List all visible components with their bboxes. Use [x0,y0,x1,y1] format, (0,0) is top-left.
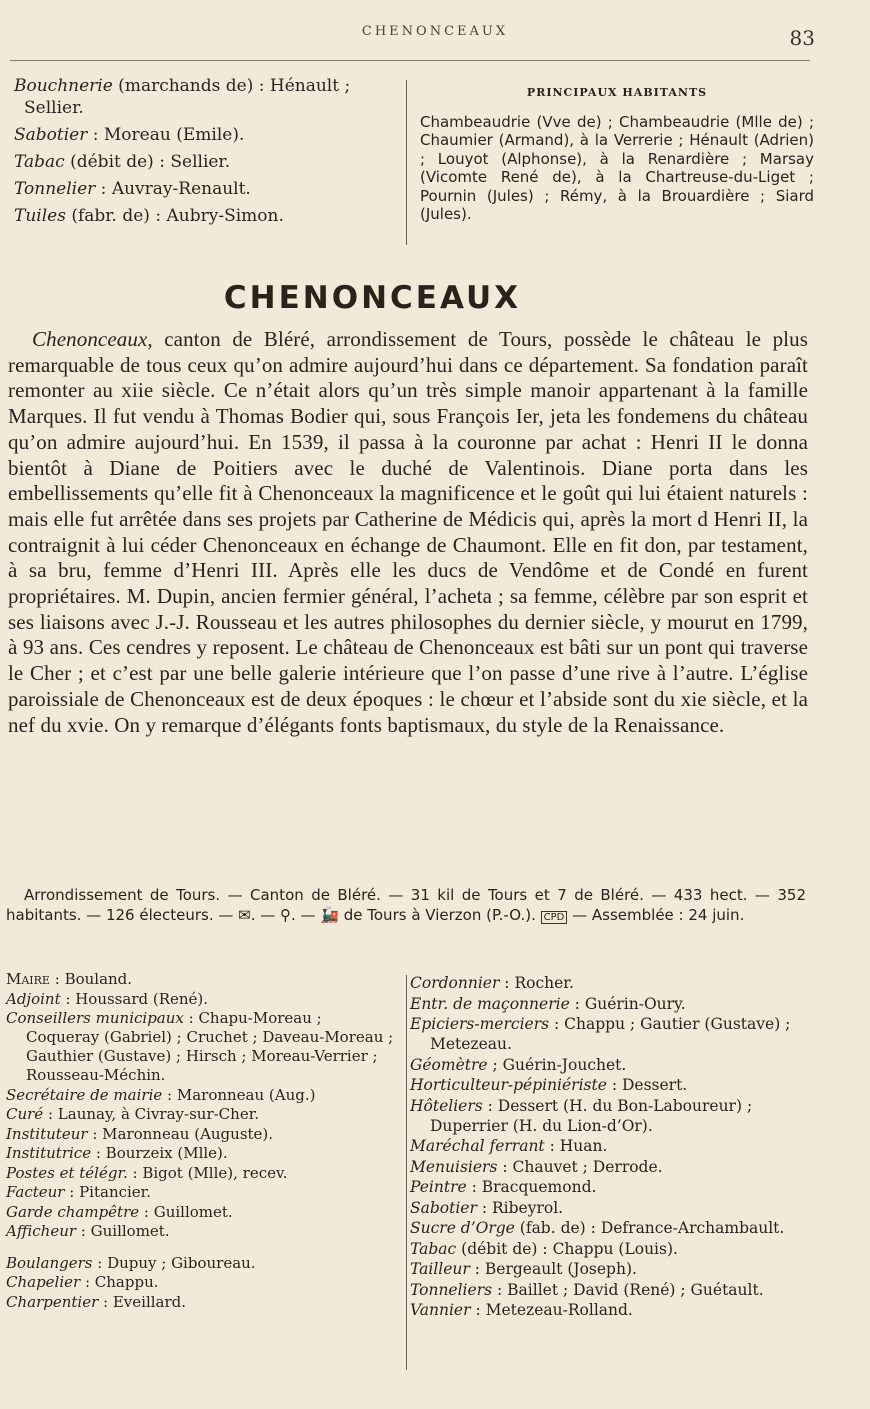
profession: Tonneliers [410,1280,493,1299]
names: Chappu ; Gautier (Gustave) ; Metezeau. [430,1015,791,1053]
qualifier: (fab. de) : [514,1219,596,1237]
qualifier: : [476,1198,488,1217]
profession: Hôteliers [410,1096,483,1115]
directory-entry [6,1203,394,1222]
column-divider-bottom [406,975,407,1370]
qualifier: (débit de) : [64,152,165,172]
qualifier: : [87,125,99,145]
names: Launay, à Civray-sur-Cher. [53,1105,259,1123]
qualifier: : [76,1222,86,1240]
names: Guérin-Jouchet. [497,1055,627,1074]
officials-directory [6,970,394,1312]
names: Bourzeix (Mlle). [100,1144,228,1162]
profession: Sucre d’Orge [410,1219,515,1237]
names: Maronneau (Auguste). [97,1124,274,1143]
directory-entry [6,1293,394,1312]
directory-entry [410,1300,804,1320]
directory-entry [410,1198,804,1218]
names: Huan. [554,1137,608,1155]
profession: Boulangers [6,1253,93,1272]
profession: Instituteur [6,1124,88,1143]
qualifier: : [162,1085,173,1104]
qualifier: (fabr. de) : [65,206,162,226]
header-rule [10,60,810,61]
column-divider-top [406,80,407,245]
qualifier: : [91,1144,101,1162]
qualifier: : [492,1280,503,1299]
history-lead: Chenonceaux [32,327,148,351]
profession: Postes et télégr. [6,1163,128,1182]
profession: Tonnelier [14,179,96,199]
directory-entry [410,1157,804,1177]
qualifier: : [98,1292,109,1311]
profession: Afficheur [6,1222,77,1240]
qualifier: : [49,970,60,988]
qualifier: : [470,1301,481,1319]
names: Bergeault (Joseph). [479,1260,637,1278]
qualifier: : [497,1157,508,1176]
names: Dessert. [617,1076,688,1094]
principal-inhabitants-heading: PRINCIPAUX HABITANTS [526,86,708,99]
names: Eveillard. [108,1292,187,1311]
names: Hénault ; Sellier. [24,76,351,118]
names: Rocher. [509,974,574,992]
qualifier: : [92,1253,103,1272]
directory-entry [6,1009,394,1085]
profession: Secrétaire de mairie [6,1085,163,1104]
qualifier: : [549,1015,560,1033]
qualifier: : [64,1183,75,1201]
names: Dessert (H. du Bon-Laboureur) ; Duperrier (H. du Lion-d’Or). [430,1096,753,1135]
page-title: CHENONCEAUX [223,280,522,316]
profession: Vannier [410,1301,471,1319]
principal-inhabitants-text: Chambeaudrie (Vve de) ; Chambeaudrie (Mlle de) ; Chaumier (Armand), à la Verrerie ; Hénault (Adrien) ; Louyot (Alphonse), à la Renardière ; Marsay (Vicomte René de), à la Chartreuse-du-Liget ; Pournin (Jules) ; Rémy, à la Brouardière ; Siard (Jules). [420,112,814,223]
names: Sellier. [164,152,231,172]
profession: Sabotier [14,125,88,145]
qualifier: : [499,974,510,992]
directory-entry [6,1086,394,1105]
qualifier: : [127,1163,138,1182]
directory-entry [14,151,399,173]
directory-entry [410,1259,804,1279]
names: Dupuy ; Giboureau. [102,1253,256,1272]
qualifier: : [183,1009,194,1027]
profession: Garde champêtre [6,1202,140,1221]
directory-entry [6,1164,394,1183]
profession: Tuiles [14,206,66,226]
qualifier: : [139,1202,149,1221]
qualifier: : [43,1105,54,1123]
profession: Maréchal ferrant [410,1137,545,1155]
names: Chauvet ; Derrode. [507,1157,663,1176]
directory-entry [6,970,394,989]
profession: Charpentier [6,1292,99,1311]
profession: Cordonnier [410,974,500,992]
names: Chapu-Moreau ; Coqueray (Gabriel) ; Cruchet ; Daveau-Moreau ; Gauthier (Gustave) ; Hirsch ; Moreau-Verrier ; Rousseau-Méchin. [26,1009,394,1084]
page-number: 83 [789,26,815,50]
assembly-text: — Assemblée : 24 juin. [572,906,745,924]
profession: Conseillers municipaux [6,1009,184,1027]
qualifier: : [466,1178,477,1196]
directory-entry [410,1136,804,1156]
principal-inhabitants [420,84,814,224]
directory-entry [6,990,394,1009]
directory-entry [14,75,399,119]
qualifier: : [87,1124,98,1143]
trades-directory [410,973,804,1321]
names: Aubry-Simon. [161,206,284,226]
statistics-text: Arrondissement de Tours. — Canton de Bléré. — 31 kil de Tours et 7 de Bléré. — 433 hect. — 352 habitants. — 126 électeurs. — ✉. — ⚲. — 🚂 de Tours à Vierzon (P.-O.). [6,886,806,924]
directory-entry [6,1222,394,1241]
directory-entry [14,124,399,146]
profession: Sabotier [410,1198,477,1217]
profession: Horticulteur-pépiniériste [410,1076,607,1094]
directory-entry [410,994,804,1014]
profession: Institutrice [6,1144,92,1162]
names: Bracquemond. [476,1178,597,1196]
profession: Entr. de maçonnerie [410,994,570,1013]
names: Pitancier. [74,1183,151,1201]
history-paragraph [8,327,808,738]
directory-entry [410,1055,804,1075]
directory-entry [6,1254,394,1273]
directory-entry [6,1183,394,1202]
profession: Facteur [6,1183,65,1201]
names: Moreau (Emile). [98,125,245,145]
directory-entry [6,1125,394,1144]
qualifier: ; [487,1055,498,1074]
directory-entry [6,1144,394,1163]
commune-statistics [6,885,806,928]
names: Auvray-Renault. [106,179,251,199]
directory-entry [410,1218,804,1238]
profession: Peintre [410,1178,467,1196]
names: Bouland. [59,970,133,988]
qualifier: : [60,989,71,1008]
names: Guillomet. [85,1222,170,1240]
profession: Curé [6,1105,44,1123]
qualifier: : [569,994,580,1013]
directory-entry [410,1096,804,1136]
profession: Maire [6,970,50,988]
directory-entry [6,1273,394,1292]
profession: Epiciers-merciers [410,1015,550,1033]
directory-entry [410,973,804,993]
names: Guillomet. [148,1202,233,1221]
names: Metezeau-Rolland. [480,1301,633,1319]
qualifier: : [606,1076,618,1094]
directory-entry [410,1280,804,1300]
profession: Tabac [14,152,65,172]
cpd-mark: CPD [541,911,568,924]
section-gap [6,1242,394,1254]
directory-entry [14,178,399,200]
qualifier: : [80,1273,91,1291]
profession: Bouchnerie [14,76,113,96]
names: Baillet ; David (René) ; Guétault. [502,1280,764,1299]
qualifier: : [95,179,107,199]
directory-entry [410,1014,804,1054]
names: Chappu (Louis). [547,1239,678,1258]
profession: Géomètre [410,1055,488,1074]
names: Guérin-Oury. [579,994,686,1013]
qualifier: : [544,1137,555,1155]
names: Houssard (René). [70,989,209,1008]
directory-entry [410,1075,804,1095]
qualifier: (marchands de) : [112,76,265,96]
profession: Chapelier [6,1273,81,1291]
names: Chappu. [90,1273,159,1291]
directory-entry [410,1177,804,1197]
top-left-directory [14,75,399,232]
qualifier: (débit de) : [456,1239,548,1258]
profession: Tabac [410,1239,457,1258]
directory-entry [410,1239,804,1259]
running-title: CHENONCEAUX [361,24,509,39]
profession: Adjoint [6,989,61,1008]
directory-entry [14,205,399,227]
names: Bigot (Mlle), recev. [137,1163,288,1182]
names: Maronneau (Aug.) [172,1085,316,1104]
history-text: , canton de Bléré, arrondissement de Tours, possède le château le plus remarquable de tous ceux qu’on admire aujourd’hui dans ce département. Sa fondation paraît remonter au xiie siècle. Ce n’était alors qu’un très simple manoir appartenant à la famille Marques. Il fut vendu à Thomas Bodier qui, sous François Ier, jeta les fondemens du château qu’on admire aujourd’hui. En 1539, il passa à la couronne par achat : Henri II le donna bientôt à Diane de Poitiers avec le duché de Valentinois. Diane porta dans les embellissements qu’elle fit à Chenonceaux la magnificence et le goût qui lui étaient naturels : mais elle fut arrêtée dans ses projets par Catherine de Médicis qui, après la mort d Henri II, la contraignit à lui céder Chenonceaux en échange de Chaumont. Elle en fit don, par testament, à sa bru, femme d’Henri III. Après elle les ducs de Vendôme et de Condé en furent propriétaires. M. Dupin, ancien fermier général, l’acheta ; sa femme, célèbre par son esprit et ses liaisons avec J.-J. Rousseau et les autres philosophes du dernier siècle, y mourut en 1799, à 93 ans. Ces cendres y reposent. Le château de Chenonceaux est bâti sur un pont qui traverse le Cher ; et c’est par une belle galerie intérieure que l’on passe d’une rive à l’autre. L’église paroissiale de Chenonceaux est de deux époques : le chœur et l’abside sont du xie siècle, et la nef du xvie. On y remarque d’élégants fonts baptismaux, du style de la Renaissance. [8,327,808,737]
qualifier: : [482,1096,493,1115]
names: Ribeyrol. [487,1198,564,1217]
profession: Menuisiers [410,1157,498,1176]
profession: Tailleur [410,1260,470,1278]
qualifier: : [469,1260,480,1278]
names: Defrance-Archambault. [595,1219,785,1237]
directory-entry [6,1105,394,1124]
